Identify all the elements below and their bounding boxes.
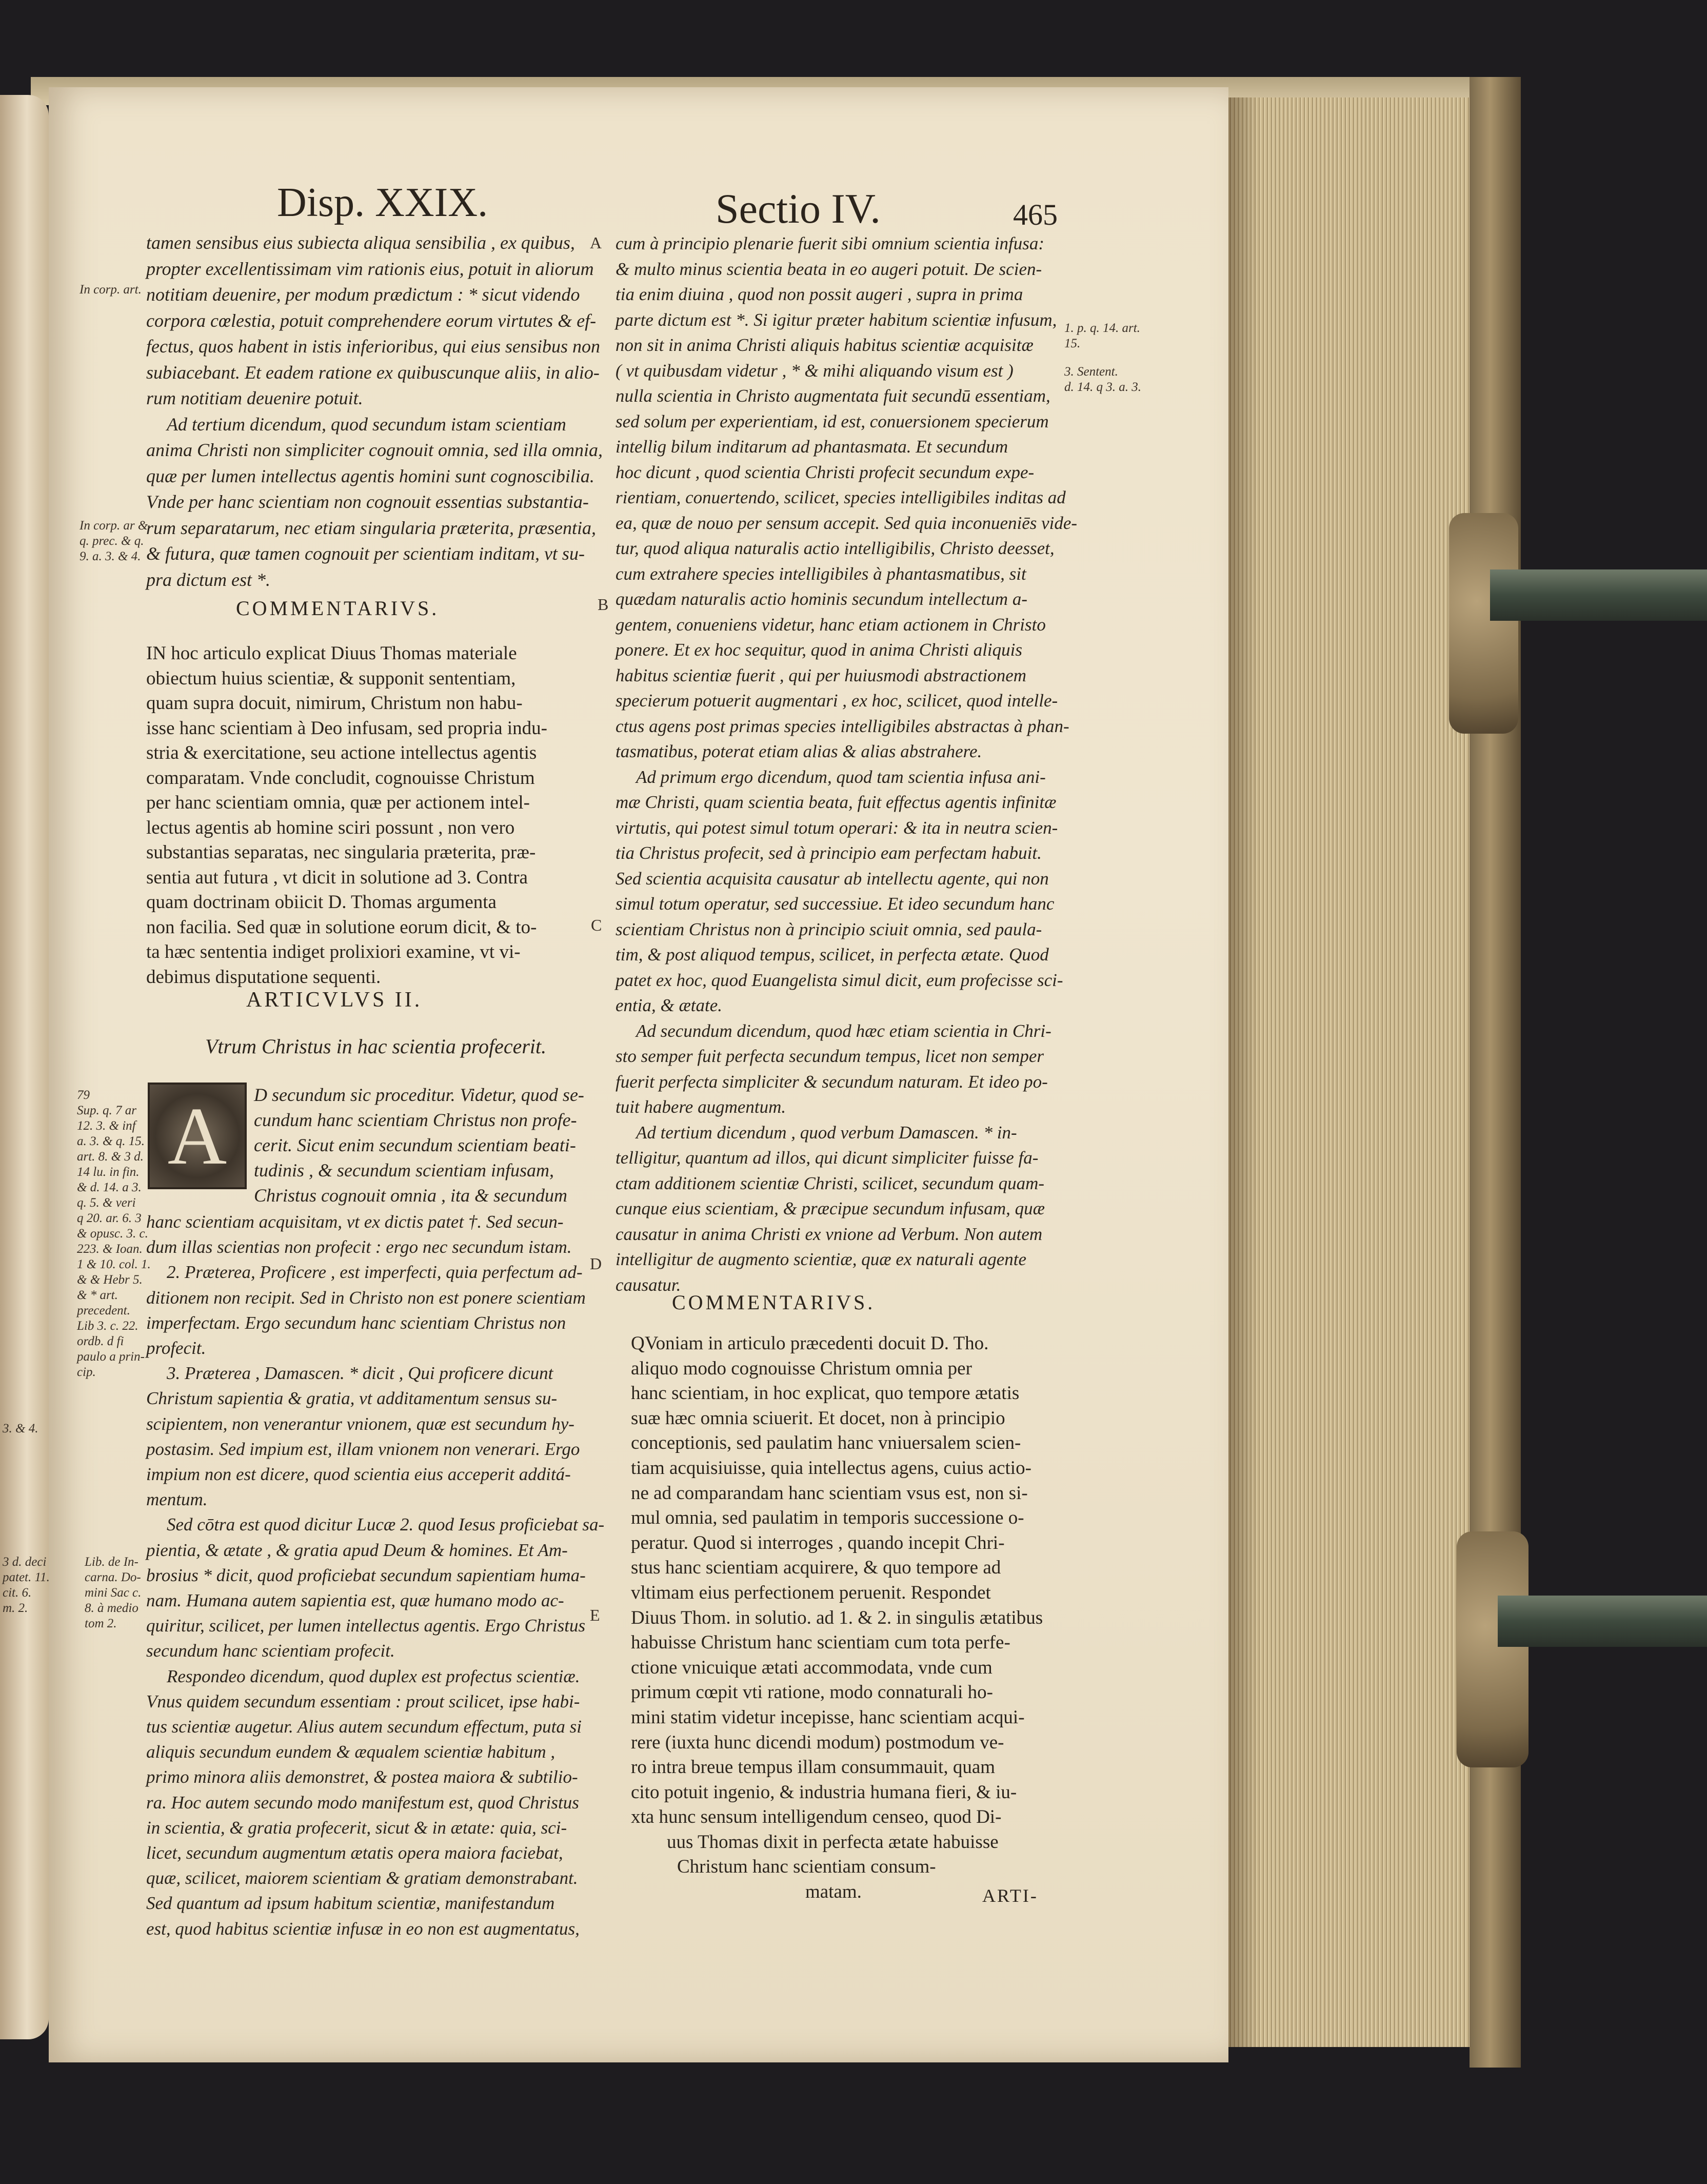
running-header-left: Disp. XXIX. <box>277 180 488 225</box>
article-opening: D secundum sic proceditur. Videtur, quod se- cundum hanc scientiam Christus non profe- cerit. Sicut enim secundum scientiam beati- tudinis , & secundum scientiam infusam, Christus cognouit omnia , ita & secundum <box>254 1085 584 1206</box>
previous-page-edge <box>0 95 49 2039</box>
margin-letter-d: D <box>590 1254 602 1273</box>
cover-board <box>1470 77 1521 2068</box>
article-body: hanc scientiam acquisitam, vt ex dictis patet †. Sed secun- dum illas scientias non profecit : ergo nec secundum istam. 2. Præterea, Proficere , est imperfecti, quia perfectum ad- ditionem non recipit. Sed in Christo non est ponere scientiam imperfectam. Ergo secundum hanc scientiam Christus non profecit. 3. Præterea , Damascen. * dicit , Qui proficere dicunt Christum sapientia & gratia, vt additamentum sensus su- scipientem, non venerantur vnionem, quæ est secundum hy- postasim. Sed impium est, illam vnionem non venerari. Ergo impium non est dicere, quod scientia eius acceperit additá- mentum. Sed cōtra est quod dicitur Lucæ 2. quod Iesus proficiebat sa- pientia, & ætate , & gratia apud Deum & homines. Et Am- brosius * dicit, quod proficiebat secundum sapientiam huma- nam. Humana autem sapientia est, quæ humano modo ac- quiritur, scilicet, per lumen intellectus agentis. Ergo Christus secundum hanc scientiam profecit. Respondeo dicendum, quod duplex est profectus scientiæ. Vnus quidem secundum essentiam : prout scilicet, ipse habi- tus scientiæ augetur. Alius autem secundum effectum, puta si aliquis secundum eundem & æqualem scientiæ habitum , primo minora aliis demonstret, & postea maiora & subtilio- ra. Hoc autem secundo modo manifestum est, quod Christus in scientia, & gratia profecerit, sicut & in ætate: quia, sci- licet, secundum augmentum ætatis opera maiora faciebat, quæ, scilicet, maiorem scientiam & gratiam demonstrabant. Sed quantum ad ipsum habitum scientiæ, manifestandum est, quod habitus scientiæ infusæ in eo non est augmentatus, <box>146 1212 605 1939</box>
margin-letter-b: B <box>598 595 609 614</box>
lower-clasp <box>1457 1531 1529 1767</box>
article-title: Vtrum Christus in hac scientia profecerit. <box>205 1035 547 1058</box>
margin-note: 1. p. q. 14. art. 15. <box>1064 321 1140 350</box>
margin-note-cut: 3 d. deci patet. 11. cit. 6. m. 2. <box>3 1555 50 1615</box>
margin-note: In corp. ar & q. prec. & q. 9. a. 3. & 4. <box>80 519 148 563</box>
margin-note-cut: 3. & 4. <box>3 1422 38 1435</box>
page-number: 465 <box>1013 198 1058 231</box>
margin-letter-e: E <box>590 1606 600 1624</box>
commentary-body: QVoniam in articulo præcedenti docuit D. Tho. aliquo modo cognouisse Christum omnia per hanc scientiam, in hoc explicat, quo tempore ætatis suæ hæc omnia sciuerit. Et docet, non à principio conceptionis, sed paulatim hanc vniuersalem scien- tiam acquisiuisse, quia intellectus agens, cuius actio- ne ad comparandam hanc scientiam vsus est, non si- mul omnia, sed paulatim in temporis successione o- peratur. Quod si interroges , quando incepit Chri- stus hanc scientiam acquirere, & quo tempore ad vltimam eius perfectionem peruenit. Respondet Diuus Thom. in solutio. ad 1. & 2. in singulis ætatibus habuisse Christum hanc scientiam cum tota perfe- ctione vnicuique ætati accommodata, vnde cum primum cœpit vti ratione, modo connaturali ho- mini statim videtur incepisse, hanc scientiam acqui- rere (iuxta hunc dicendi modum) postmodum ve- ro intra breue tempus illam consummauit, quam cito potuit ingenio, & industria humana fieri, & iu- xta hunc sensum intelligendum censeo, quod Di- uus Thomas dixit in perfecta ætate habuisse Christum hanc scientiam consum- matam. <box>631 1333 1043 1903</box>
left-column-intro: tamen sensibus eius subiecta aliqua sensibilia , ex quibus, propter excellentissimam vim rationis eius, potuit in aliorum notitiam deuenire, per modum prædictum : * sicut videndo corpora cœlestia, potuit comprehendere eorum virtutes & ef- fectus, quos habent in istis inferioribus, qui eius sensibus non subiacebant. Et eadem ratione ex quibuscunque aliis, in alio- rum notitiam deuenire potuit. Ad tertium dicendum, quod secundum istam scientiam anima Christi non simpliciter cognouit omnia, sed illa omnia, quæ per lumen intellectus agentis homini sunt cognoscibilia. Vnde per hanc scientiam non cognouit essentias substantia- rum separatarum, nec etiam singularia præterita, præsentia, & futura, quæ tamen cognouit per scientiam inditam, vt su- pra dictum est *. <box>146 232 603 590</box>
margin-letter-a: A <box>590 233 602 252</box>
right-column-body: cum à principio plenarie fuerit sibi omnium scientia infusa: & multo minus scientia beata in eo augeri potuit. De scien- tia enim diuina , quod non possit augeri , supra in prima parte dictum est *. Si igitur præter habitum scientiæ infusum, non sit in anima Christi aliquis habitus scientiæ acquisitæ ( vt quibusdam videtur , * & mihi aliquando visum est ) nulla scientia in Christo augmentata fuit secundū essentiam, sed solum per experientiam, id est, conuersionem specierum intellig bilum inditarum ad phantasmata. Et secundum hoc dicunt , quod scientia Christi profecit secundum expe- rientiam, conuertendo, scilicet, species intelligibiles inditas ad ea, quæ de nouo per sensum accepit. Sed quia inconueniēs vide- tur, quod aliqua naturalis actio intelligibilis, Christo deesset, cum extrahere species intelligibiles à phantasmatibus, sit quædam naturalis actio hominis secundum intellectum a- gentem, conueniens videtur, hanc etiam actionem in Christo ponere. Et ex hoc sequitur, quod in anima Christi aliquis habitus scientiæ fuerit , qui per huiusmodi abstractionem specierum potuerit augmentari , ex hoc, scilicet, quod intelle- ctus agens post primas species intelligibiles abstractas à phan- tasmatibus, poterat etiam alias & alias abstrahere. Ad primum ergo dicendum, quod tam scientia infusa ani- mæ Christi, quam scientia beata, fuit effectus agentis infinitæ virtutis, qui potest simul totum operari: & ita in neutra scien- tia Christus profecit, sed à principio eam perfectam habuit. Sed scientia acquisita causatur ab intellectu agente, qui non simul totum operatur, sed successiue. Et ideo secundum hanc scientiam Christus non à principio sciuit omnia, sed paula- tim, & post aliquod tempus, scilicet, in perfecta ætate. Quod patet ex hoc, quod Euangelista simul dicit, eum profecisse sci- entia, & ætate. Ad secundum dicendum, quod hæc etiam scientia in Chri- sto semper fuit perfecta secundum tempus, licet non semper fuerit perfecta simpliciter & secundum naturam. Et ideo po- tuit habere augmentum. Ad tertium dicendum , quod verbum Damascen. * in- telligitur, quantum ad illos, qui dicunt simpliciter fuisse fa- ctam additionem scientiæ Christi, scilicet, secundum quam- cunque eius scientiam, & præcipue secundum infusam, quæ causatur in anima Christi ex vnione ad Verbum. Non autem intelligitur de augmento scientiæ, quæ ex naturali agente causatur. <box>616 233 1078 1295</box>
lower-clasp-strap <box>1498 1596 1707 1647</box>
margin-note: Lib. de In- carna. Do- mini Sac c. 8. à medio tom 2. <box>85 1555 142 1630</box>
commentary-heading: COMMENTARIVS. <box>236 597 440 620</box>
decorated-initial: A <box>148 1083 247 1189</box>
upper-clasp <box>1449 513 1518 734</box>
margin-note: In corp. art. <box>80 283 142 297</box>
margin-note: 3. Sentent. d. 14. q 3. a. 3. <box>1064 365 1141 394</box>
page-fore-edge <box>1228 97 1470 2047</box>
commentary-heading: COMMENTARIVS. <box>672 1291 876 1314</box>
margin-letter-c: C <box>591 916 602 934</box>
upper-clasp-strap <box>1490 569 1707 621</box>
running-header-center: Sectio IV. <box>716 185 881 232</box>
margin-note: 79 Sup. q. 7 ar 12. 3. & inf a. 3. & q. 15. art. 8. & 3 d. 14 lu. in fin. & d. 14. a 3. q. 5. & veri q 20. ar. 6. 3 & opusc. 3. c. 223. & Ioan. 1 & 10. col. 1. & & Hebr 5. & * art. precedent. Lib 3. c. 22. ordb. d fi paulo a prin- cip. <box>77 1088 151 1379</box>
catchword: ARTI- <box>982 1885 1038 1906</box>
article-heading: ARTICVLVS II. <box>246 988 423 1012</box>
commentary-body: IN hoc articulo explicat Diuus Thomas materiale obiectum huius scientiæ, & supponit sententiam, quam supra docuit, nimirum, Christum non habu- isse hanc scientiam à Deo infusam, sed propria indu- stria & exercitatione, seu actione intellectus agentis comparatam. Vnde concludit, cognouisse Christum per hanc scientiam omnia, quæ per actionem intel- lectus agentis ab homine sciri possunt , non vero substantias separatas, nec singularia præterita, præ- sentia aut futura , vt dicit in solutione ad 3. Contra quam doctrinam obiicit D. Thomas argumenta non facilia. Sed quæ in solutione eorum dicit, & to- ta hæc sententia indiget prolixiori examine, vt vi- debimus disputatione sequenti. <box>146 643 547 988</box>
